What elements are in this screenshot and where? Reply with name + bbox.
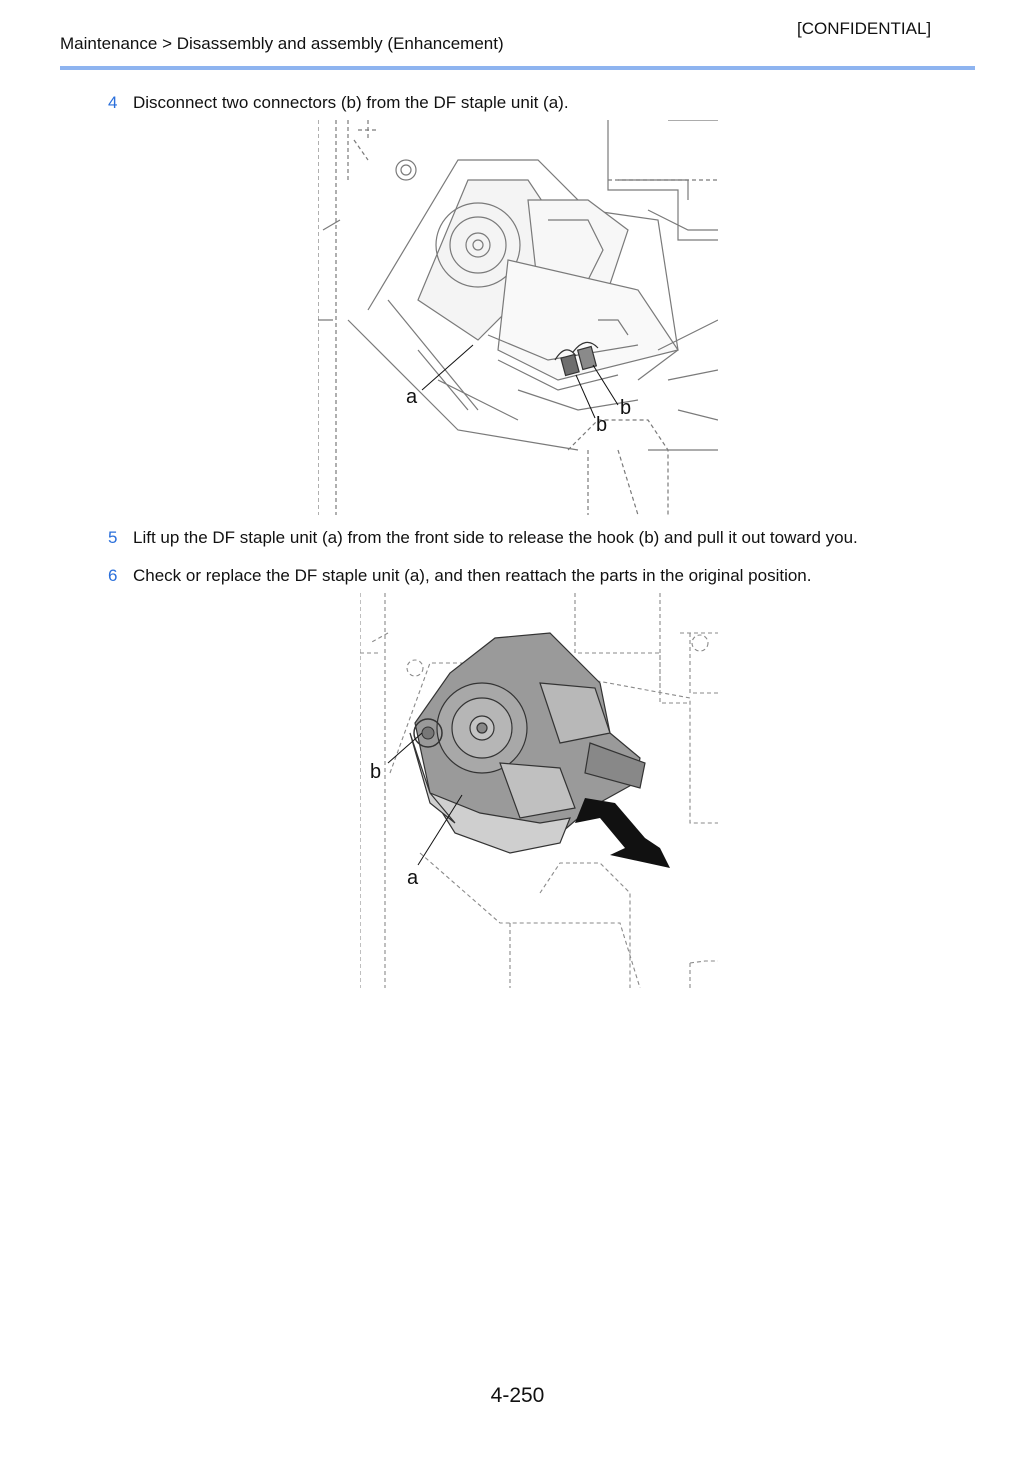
callout-a: a <box>406 386 418 408</box>
callout-b-lower: b <box>596 414 608 436</box>
page-number: 4-250 <box>490 1384 545 1407</box>
step-text: Check or replace the DF staple unit (a), and then reattach the parts in the original position. <box>133 566 812 585</box>
illustration-connectors <box>318 120 718 515</box>
callout-b: b <box>370 761 382 783</box>
step-4 <box>108 93 569 113</box>
breadcrumb: Maintenance > Disassembly and assembly (Enhancement) <box>60 34 504 53</box>
confidential-label: [CONFIDENTIAL] <box>797 19 932 38</box>
illustration-removal <box>360 593 718 988</box>
step-6 <box>108 566 812 586</box>
step-text: Lift up the DF staple unit (a) from the front side to release the hook (b) and pull it out toward you. <box>133 528 858 547</box>
step-number: 4 <box>108 93 118 112</box>
staple-unit-removal-figure <box>360 593 718 988</box>
callout-b-upper: b <box>620 397 632 419</box>
header-divider <box>60 66 975 70</box>
staple-unit-connectors-figure <box>318 120 718 515</box>
step-text: Disconnect two connectors (b) from the DF staple unit (a). <box>133 93 569 112</box>
step-number: 5 <box>108 528 118 547</box>
step-number: 6 <box>108 566 118 585</box>
callout-a: a <box>407 867 419 889</box>
step-5 <box>108 528 858 548</box>
